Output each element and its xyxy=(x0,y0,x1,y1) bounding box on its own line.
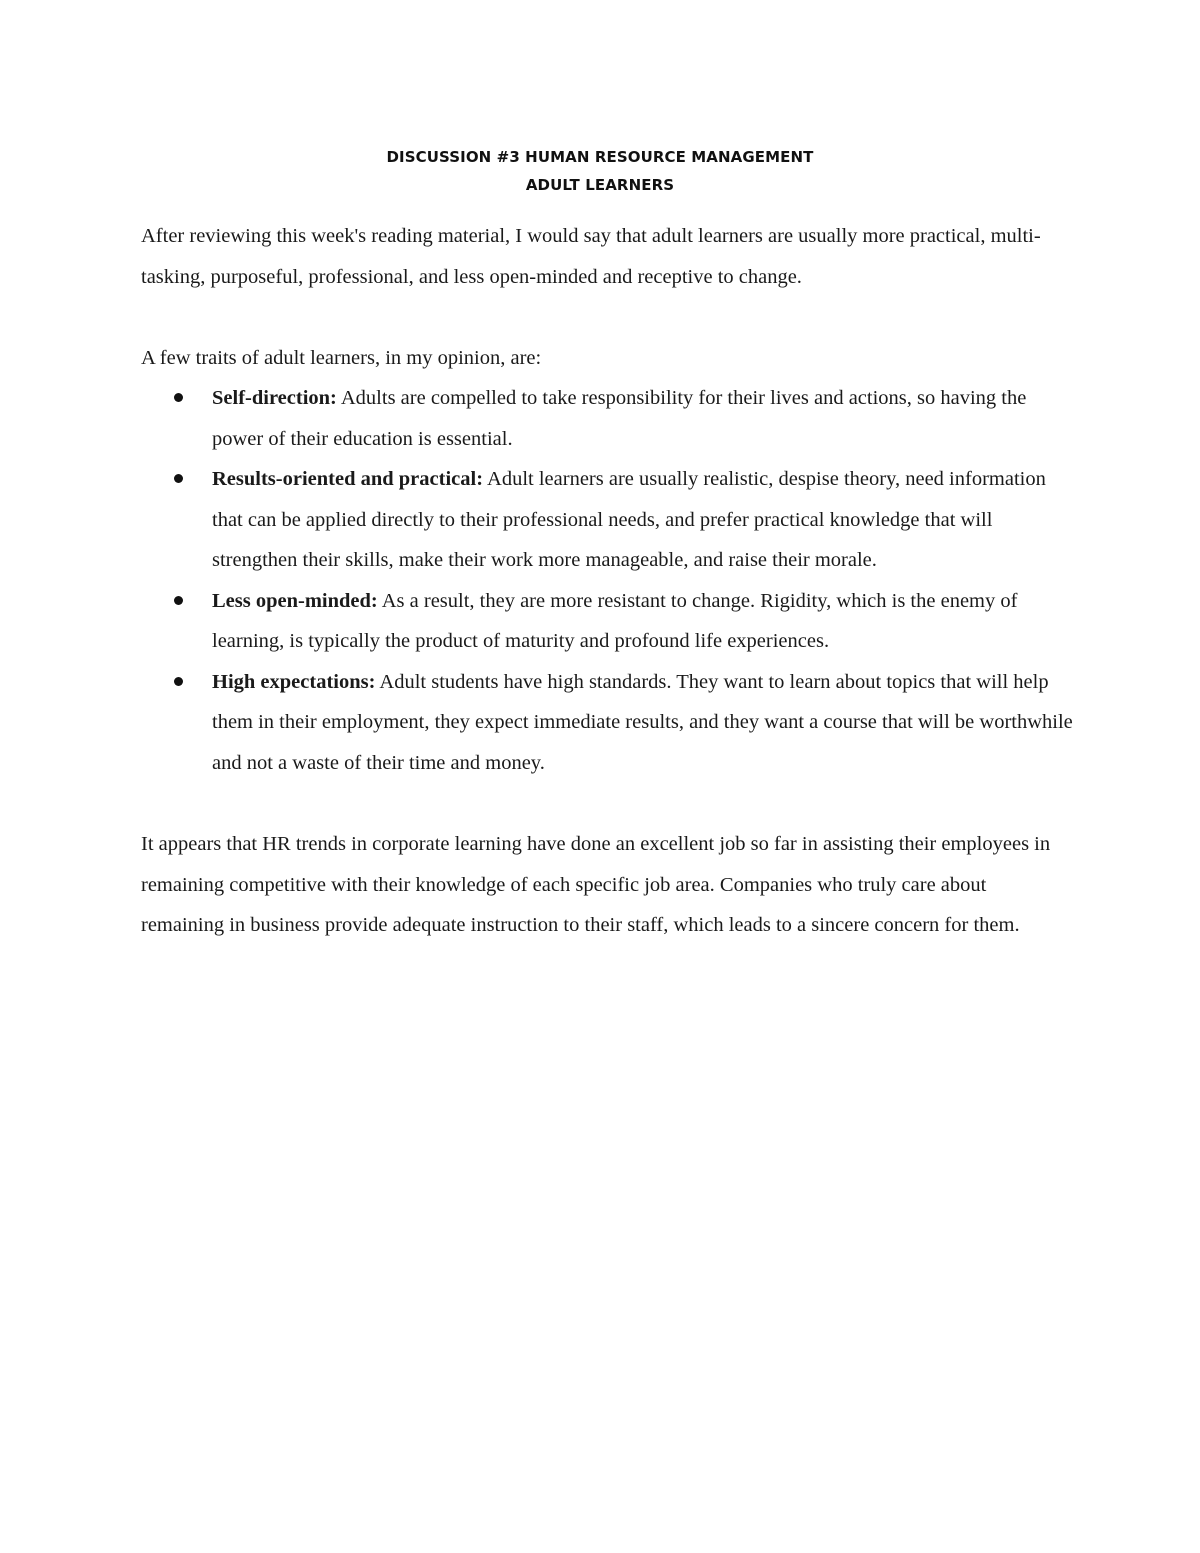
bullet-icon xyxy=(174,677,183,686)
bullet-icon xyxy=(174,393,183,402)
title-line-2: ADULT LEARNERS xyxy=(525,176,675,194)
list-item xyxy=(141,662,1081,784)
document-title xyxy=(0,143,1200,199)
intro-paragraph: After reviewing this week's reading material, I would say that adult learners are usually more practical, multi-tasking, purposeful, professional, and less open-minded and receptive to change. xyxy=(141,225,1041,288)
list-item xyxy=(141,378,1081,459)
trait-text: Adult students have high standards. They want to learn about topics that will help them in their employment, they expect immediate results, and they want a course that will be worthwhile and not a waste of their time and money. xyxy=(212,670,1073,774)
traits-list xyxy=(141,378,1081,783)
bullet-icon xyxy=(174,596,183,605)
trait-term: High expectations: xyxy=(212,670,376,693)
traits-intro: A few traits of adult learners, in my opinion, are: xyxy=(141,347,542,369)
title-line-1: DISCUSSION #3 HUMAN RESOURCE MANAGEMENT xyxy=(386,148,814,166)
list-item xyxy=(141,459,1081,581)
trait-text: As a result, they are more resistant to change. Rigidity, which is the enemy of learning, is typically the product of maturity and profound life experiences. xyxy=(212,589,1018,652)
list-item xyxy=(141,581,1081,662)
trait-text: Adult learners are usually realistic, despise theory, need information that can be applied directly to their professional needs, and prefer practical knowledge that will strengthen their skills, make their work more manageable, and raise their morale. xyxy=(212,468,1046,571)
bullet-icon xyxy=(174,474,183,483)
trait-term: Self-direction: xyxy=(212,387,337,409)
closing-paragraph: It appears that HR trends in corporate learning have done an excellent job so far in assisting their employees in remaining competitive with their knowledge of each specific job area. Companies who truly care about remaining in business provide adequate instruction to their staff, which leads to a sincere concern for them. xyxy=(141,833,1051,936)
trait-term: Less open-minded: xyxy=(212,589,378,612)
trait-term: Results-oriented and practical: xyxy=(212,468,484,490)
trait-text: Adults are compelled to take responsibility for their lives and actions, so having the power of their education is essential. xyxy=(212,387,1027,450)
